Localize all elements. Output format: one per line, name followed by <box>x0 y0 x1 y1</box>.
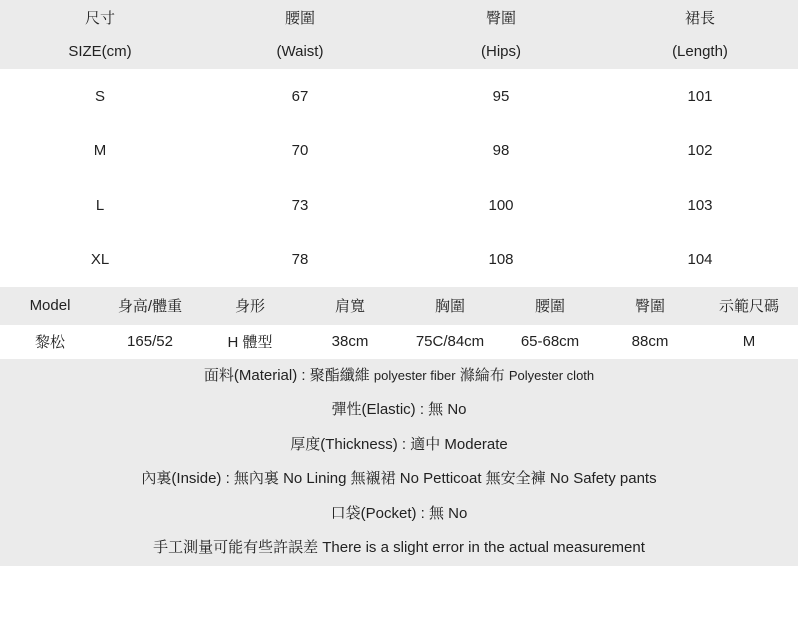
size-cell: S <box>94 87 105 105</box>
header-size-zh: 尺寸 <box>84 9 115 27</box>
material-line <box>0 359 798 394</box>
size-table <box>0 0 798 287</box>
hips-cell: 95 <box>492 87 510 105</box>
length-cell: 102 <box>687 142 713 160</box>
size-cell: M <box>93 142 107 160</box>
hips-cell: 88cm <box>631 333 669 350</box>
header-length-en: (Length) <box>672 43 728 60</box>
table-row <box>0 325 798 359</box>
waist-cell: 70 <box>291 142 309 160</box>
thickness-line: 厚度(Thickness) : 適中 Moderate <box>290 435 508 453</box>
hips-cell: 100 <box>488 196 514 214</box>
waist-cell: 73 <box>291 196 309 214</box>
length-cell: 104 <box>687 251 713 268</box>
body-shape-cell: H 體型 <box>227 334 273 351</box>
table-row <box>0 124 798 179</box>
header-waist-zh: 腰圍 <box>284 9 315 27</box>
inside-line: 內裏(Inside) : 無內裏 No Lining 無襯裙 No Petticoat 無安全褲 No Safety pants <box>141 470 657 487</box>
header-model: Model <box>29 297 71 314</box>
length-cell: 101 <box>687 87 713 105</box>
waist-cell: 65-68cm <box>520 333 580 350</box>
material-label: 面料(Material) : 聚酯纖維 <box>203 366 374 384</box>
material-cloth: Polyester cloth <box>508 367 595 383</box>
measurement-error-note: 手工測量可能有些許誤差 There is a slight error in the actual measurement <box>153 539 645 556</box>
header-height-weight: 身高/體重 <box>117 298 183 315</box>
model-name-cell: 黎松 <box>34 334 65 351</box>
model-table <box>0 287 798 359</box>
size-table-header-en <box>0 34 798 69</box>
header-body-shape: 身形 <box>234 298 265 315</box>
elastic-line: 彈性(Elastic) : 無 No <box>331 401 467 418</box>
header-hips-en: (Hips) <box>481 43 521 60</box>
size-cell: L <box>95 196 105 214</box>
product-info <box>0 359 798 566</box>
header-waist: 腰圍 <box>534 298 565 315</box>
header-waist-en: (Waist) <box>276 43 324 60</box>
shoulder-cell: 38cm <box>331 333 369 350</box>
header-sample-size: 示範尺碼 <box>718 298 779 315</box>
material-mid: 滌綸布 <box>455 366 509 384</box>
size-cell: XL <box>90 251 110 268</box>
bust-cell: 75C/84cm <box>415 333 485 350</box>
table-row <box>0 178 798 233</box>
material-fiber: polyester fiber <box>373 367 456 383</box>
size-table-body <box>0 69 798 287</box>
length-cell: 103 <box>687 196 713 214</box>
table-row <box>0 69 798 124</box>
pocket-line: 口袋(Pocket) : 無 No <box>330 504 468 522</box>
header-shoulder: 肩寬 <box>334 298 365 315</box>
size-table-header-zh <box>0 0 798 34</box>
header-length-zh: 裙長 <box>684 9 715 27</box>
model-table-header <box>0 287 798 325</box>
sample-size-cell: M <box>742 333 756 350</box>
header-hips-zh: 臀圍 <box>485 9 516 27</box>
table-row <box>0 233 798 287</box>
waist-cell: 78 <box>291 251 309 268</box>
height-weight-cell: 165/52 <box>127 333 173 350</box>
header-bust: 胸圍 <box>434 298 465 315</box>
hips-cell: 108 <box>488 251 514 268</box>
waist-cell: 67 <box>291 87 309 105</box>
header-size-en: SIZE(cm) <box>68 43 132 60</box>
header-hips: 臀圍 <box>634 298 665 315</box>
hips-cell: 98 <box>492 142 510 160</box>
